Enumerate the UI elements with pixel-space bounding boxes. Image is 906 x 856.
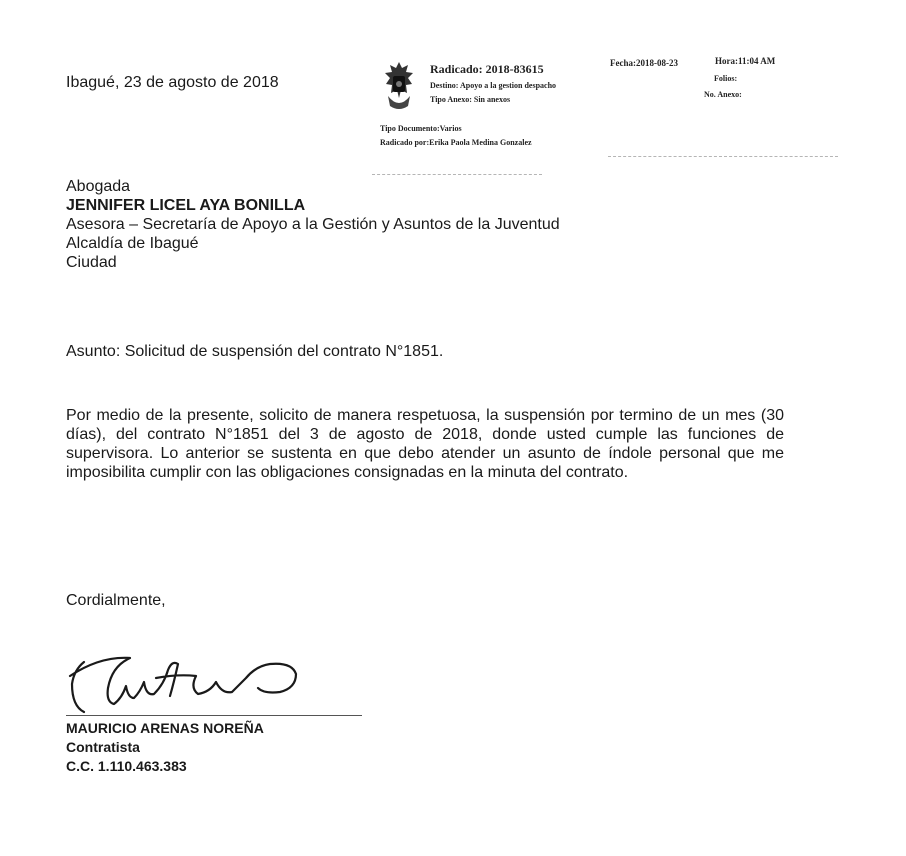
recipient-title: Abogada (66, 178, 131, 195)
reception-stamp (378, 52, 848, 182)
recipient-name: JENNIFER LICEL AYA BONILLA (66, 197, 306, 214)
stamp-tipo-documento: Tipo Documento:Varios (380, 124, 462, 133)
subject-line: Asunto: Solicitud de suspensión del contrato N°1851. (66, 343, 444, 360)
stamp-no-anexo: No. Anexo: (704, 90, 742, 99)
stamp-radicado: Radicado: 2018-83615 (430, 62, 544, 76)
recipient-city: Ciudad (66, 254, 117, 271)
body-paragraph: Por medio de la presente, solicito de manera respetuosa, la suspensión por termino de un mes (30 días), del contrato N°1851 del 3 de agosto de 2018, donde usted cumple las funciones de supervisora. Lo anterior se sustenta en que debo atender un asunto de índole personal que me imposibilita cumplir con las obligaciones consignadas en la minuta del contrato. (66, 407, 784, 481)
stamp-folios: Folios: (714, 74, 738, 83)
stamp-tipo-anexo: Tipo Anexo: Sin anexos (430, 95, 511, 104)
place-date: Ibagué, 23 de agosto de 2018 (66, 74, 279, 91)
recipient-block (66, 177, 786, 272)
stamp-divider (372, 174, 542, 175)
signer-role: Contratista (66, 739, 140, 755)
closing: Cordialmente, (66, 592, 166, 609)
recipient-role: Asesora – Secretaría de Apoyo a la Gestión y Asuntos de la Juventud (66, 216, 560, 233)
stamp-fecha: Fecha:2018-08-23 (610, 58, 678, 68)
stamp-radicado-por: Radicado por:Erika Paola Medina Gonzalez (380, 138, 532, 147)
signature-line (66, 715, 362, 716)
signer-id: C.C. 1.110.463.383 (66, 758, 187, 774)
recipient-office: Alcaldía de Ibagué (66, 235, 199, 252)
signer-name: MAURICIO ARENAS NOREÑA (66, 720, 264, 736)
handwritten-signature (60, 648, 320, 718)
signer-block (66, 719, 264, 776)
stamp-hora: Hora:11:04 AM (715, 56, 776, 66)
coat-of-arms-icon (382, 60, 416, 112)
stamp-destino: Destino: Apoyo a la gestion despacho (430, 81, 557, 90)
stamp-divider (608, 156, 838, 157)
